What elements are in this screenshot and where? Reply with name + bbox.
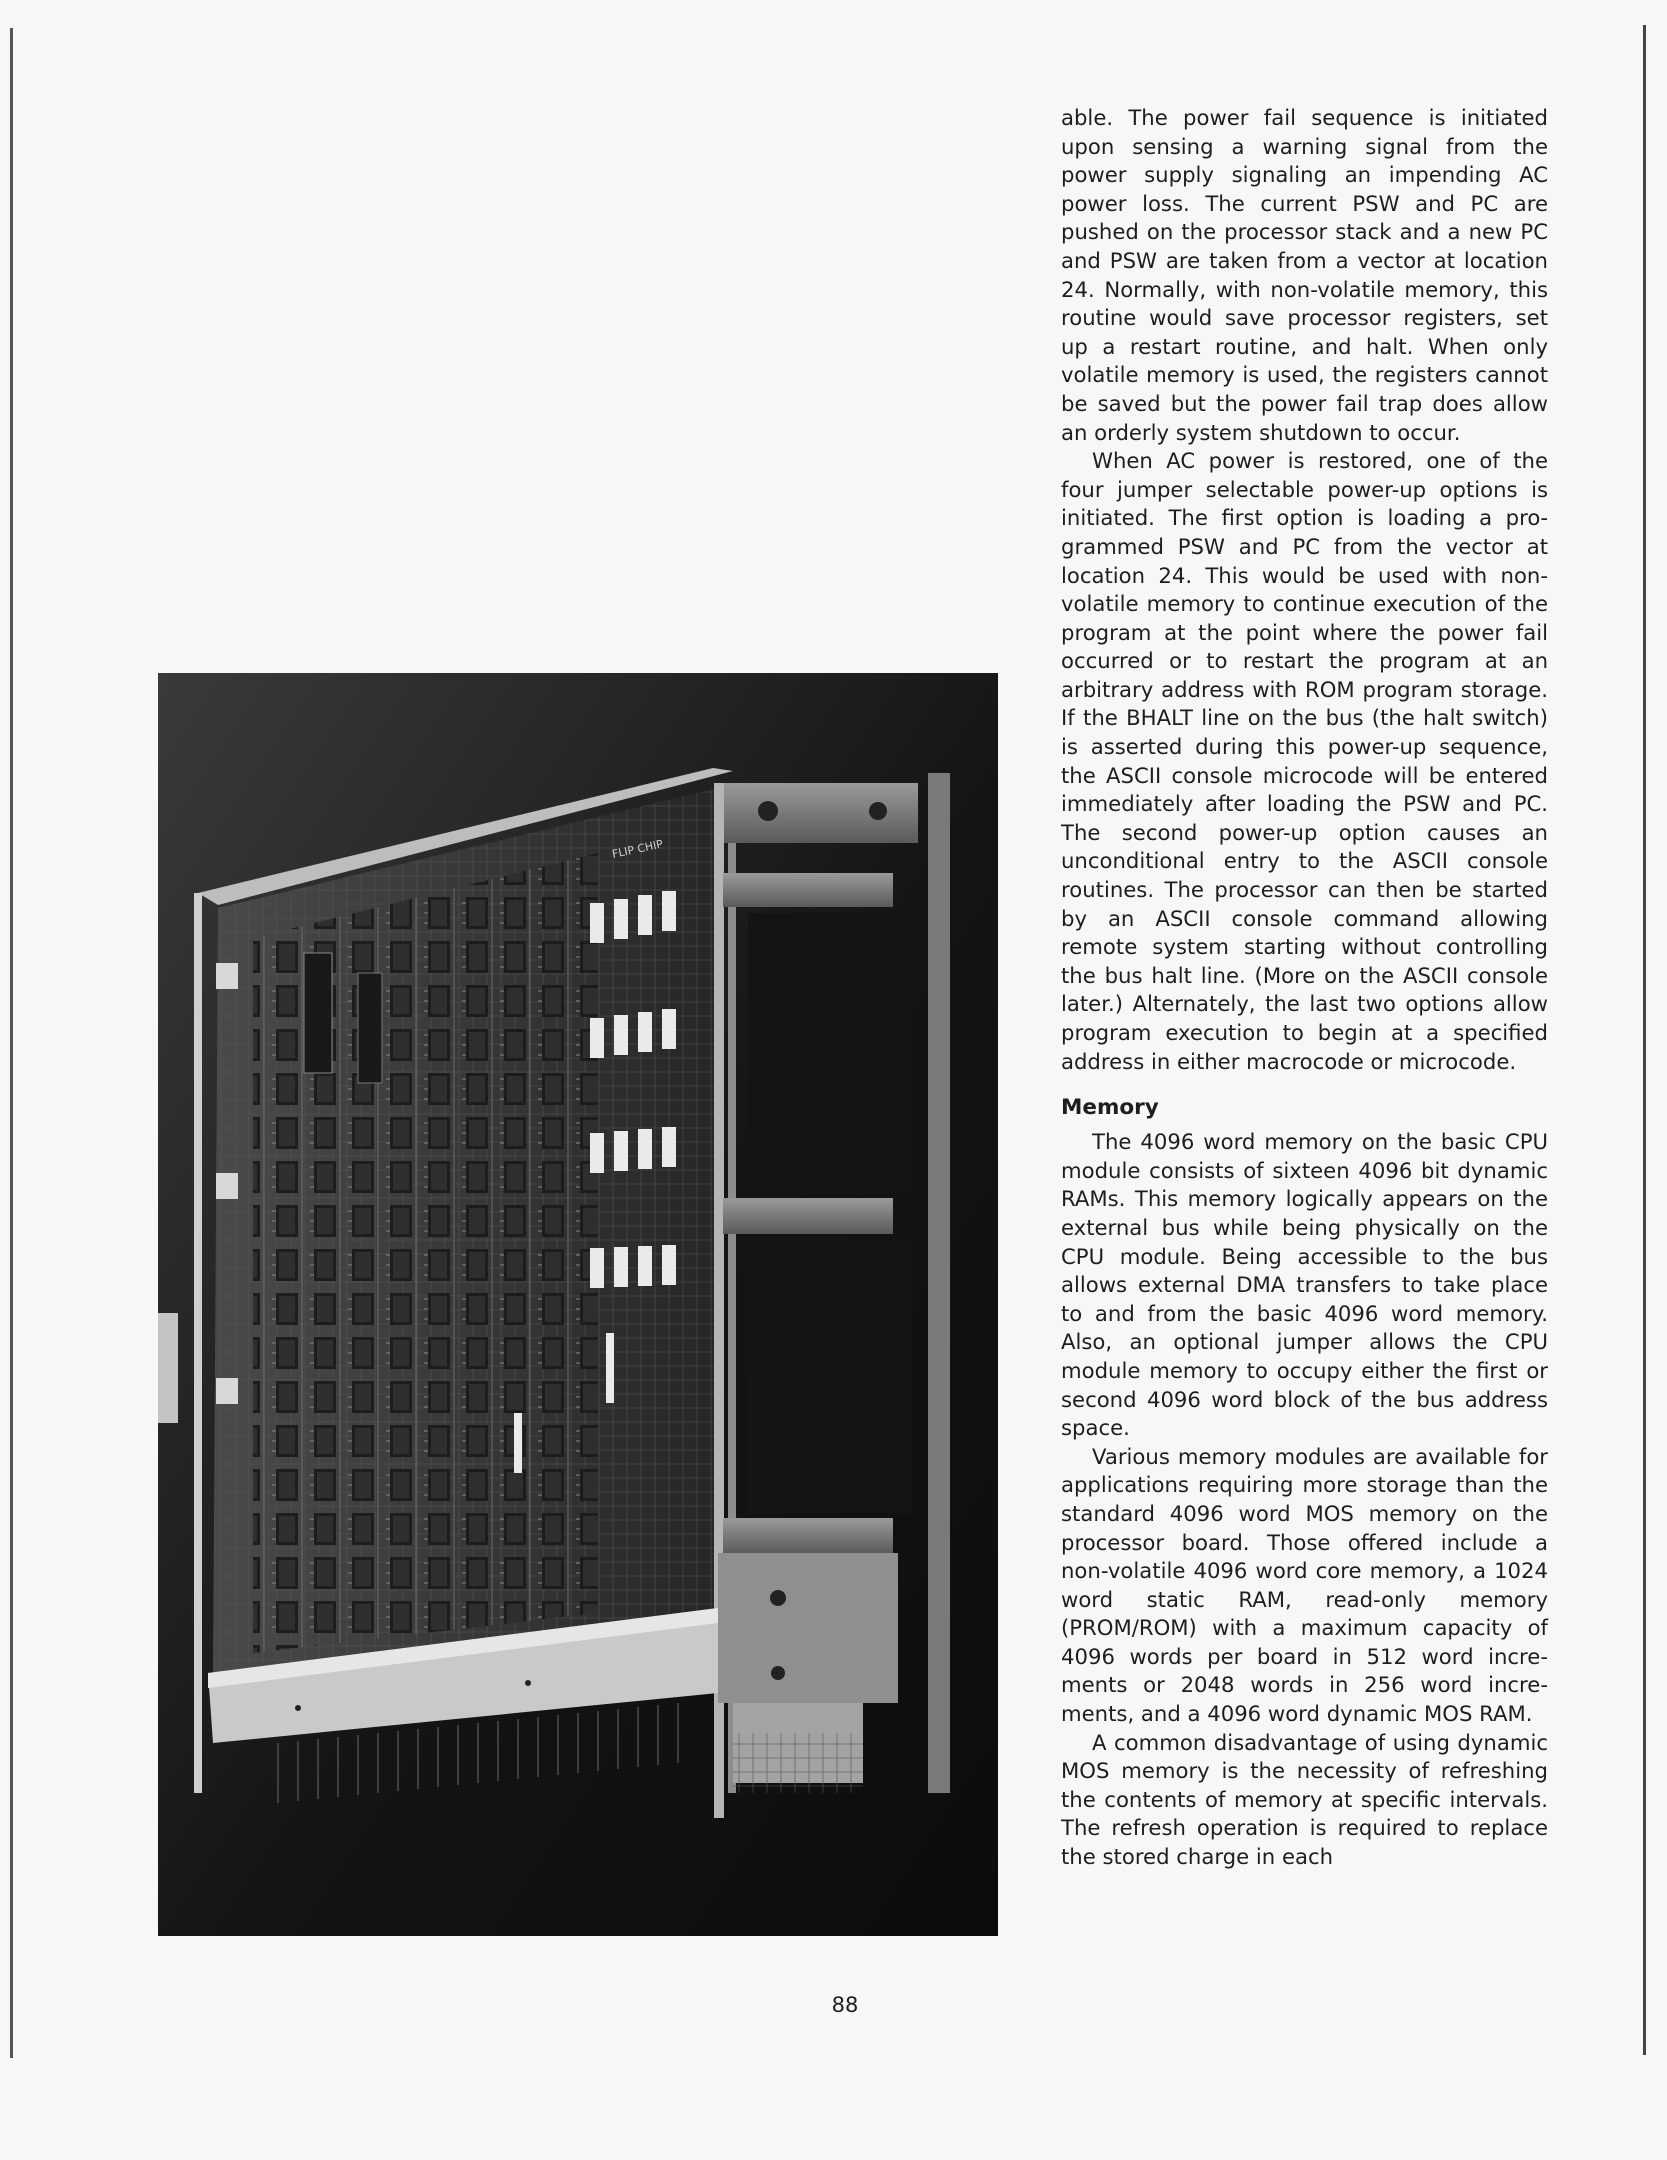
- paragraph-power-fail: able. The power fail sequence is initiated upon sensing a warning signal from the power supply signaling an impending AC power loss. The current PSW and PC are pushed on the processor stack and a new PC and PSW are taken from a vector at location 24. Normally, with non-volatile memory, this routine would save processor registers, set up a restart routine, and halt. When only volatile memory is used, the registers cannot be saved but the power fail trap does allow an orderly system shutdown to occur.: [1061, 105, 1548, 445]
- board-label-text: FLIP CHIP: [610, 837, 665, 861]
- left-binding-rule: [10, 28, 13, 2058]
- paragraph-memory-modules: Various memory modules are available for applications requiring more storage than the standard 4096 word MOS memory on the processor board. Those offered include a non-volatile 4096 word core memory, a 1024 word static RAM, read-only memory (PROM/ROM) with a maximum capacity of 4096 words per board in 512 word increments or 2048 words in 256 word increments, and a 4096 word dynamic MOS RAM.: [1061, 1443, 1548, 1727]
- paragraph-cpu-memory: The 4096 word memory on the basic CPU module consists of sixteen 4096 bit dynamic RAMs. This memory logically appears on the external bus while being physically on the CPU module. Being accessible to the bus allows external DMA transfers to take place to and from the basic 4096 word memory. Also, an optional jumper allows the CPU module memory to occupy either the first or second 4096 word block of the bus address space.: [1061, 1129, 1548, 1441]
- page-number: 88: [831, 1993, 859, 2017]
- right-binding-rule: [1643, 25, 1646, 2055]
- paragraph-power-up-options: When AC power is restored, one of the four jumper selectable power-up options is initiated. The first option is loading a programmed PSW and PC from the vector at location 24. This would be used with nonvolatile memory to continue execution of the program at the point where the power fail occurred or to restart the program at an arbitrary address with ROM program storage. If the BHALT line on the bus (the halt switch) is asserted during this power-up sequence, the ASCII console microcode will be entered immediately after loading the PSW and PC. The second power-up option causes an unconditional entry to the ASCII console routines. The processor can then be started by an ASCII console command allowing remote system starting without controlling the bus halt line. (More on the ASCII console later.) Alternately, the last two options allow program execution to begin at a specified address in either macrocode or microcode.: [1061, 448, 1548, 1074]
- body-text-column: [1061, 104, 1548, 1872]
- section-heading-memory: Memory: [1061, 1095, 1159, 1121]
- paragraph-dynamic-mos-refresh: A common disadvantage of using dynamic MOS memory is the necessity of refreshing the contents of memory at specific intervals. The refresh operation is required to replace the stored charge in each: [1061, 1729, 1548, 1870]
- circuit-board-photo: [158, 673, 998, 1936]
